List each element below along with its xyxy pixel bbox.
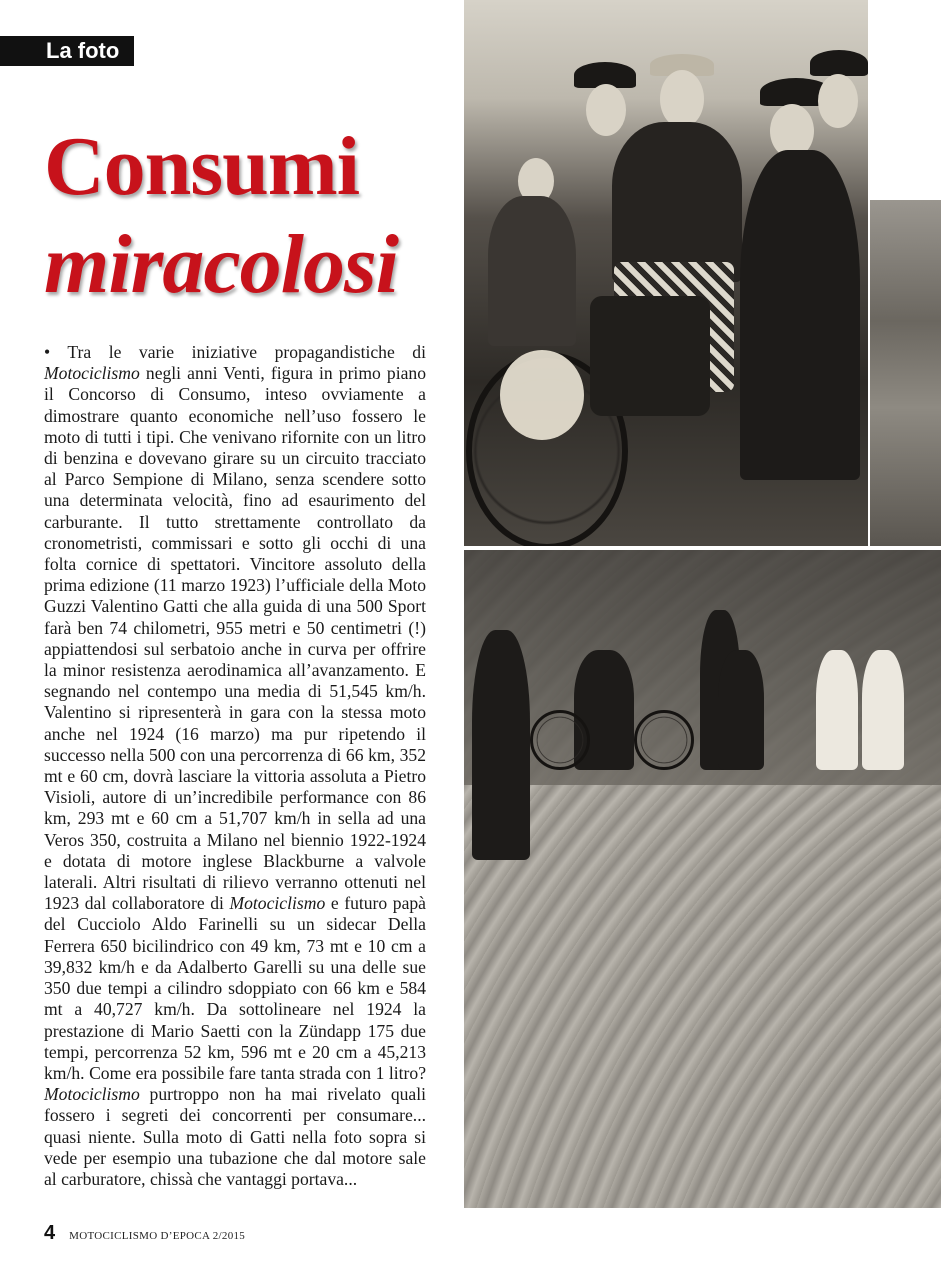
- magazine-mention-3: Motociclismo: [44, 1084, 140, 1105]
- motorcycle-engine: [590, 296, 710, 416]
- section-label: La foto: [0, 36, 134, 66]
- article-text-4: purtroppo non ha mai rivelato quali fossero i segreti dei concorrenti per consumare... quasi niente. Sulla moto di Gatti nella foto sopra si vede per esempio una tubazione che dal motore sale al carburatore, chissà che vantaggi portava...: [44, 1084, 427, 1189]
- page-footer: [44, 1222, 245, 1246]
- magazine-mention-2: Motociclismo: [229, 893, 326, 914]
- bicycle-wheel: [530, 710, 590, 770]
- title-line-1: Consumi: [44, 120, 360, 213]
- page-title: [44, 118, 444, 314]
- photo-rider-crowd: [464, 0, 868, 546]
- bicycle-wheel: [634, 710, 694, 770]
- boy-coat: [488, 196, 576, 346]
- crowd-face: [586, 84, 626, 136]
- page-number: 4: [44, 1222, 56, 1244]
- article-text-2: negli anni Venti, figura in primo piano il Concorso di Consumo, inteso ovviamente a dimostrare quanto economiche nell’uso fossero le moto di tutti i tipi. Che venivano rifornite con un litro di benzina e dovevano girare su un circuito tracciato al Parco Sempione di Milano, senza scendere sotto una determinata velocità, fino ad esaurimento del carburante. Il tutto strettamente controllato da cronometristi, commissari e sotto gli occhi di una folta cornice di spettatori. Vincitore assoluto della prima edizione (11 marzo 1923) l’ufficiale della Moto Guzzi Valentino Gatti che alla guida di una 500 Sport farà ben 74 chilometri, 955 metri e 50 centimetri (!) appiattendosi sul serbatoio anche in curva per offrire la minor resistenza aerodinamica all’avanzamento. E segnando nel contempo una media di 51,545 km/h. Valentino si ripresenterà in gara con la stessa moto anche nel 1924 (16 marzo) ma pur ripetendo il successo nella 500 con una percorrenza di 66 km, 352 mt e 60 cm, dovrà lasciare la vittoria assoluta a Pietro Visioli, autore di un’incredibile performance con 86 km, 293 mt e 60 cm a 51,707 km/h in sella ad una Veros 350, costruita a Milano nel biennio 1922-1924 e dotata di motore inglese Blackburne a valvole laterali. Altri risultati di rilievo verranno ottenuti nel 1923 dal collaboratore di: [44, 363, 426, 914]
- article-body: [44, 342, 426, 1190]
- title-line-2: miracolosi: [44, 218, 399, 311]
- rider-face: [660, 70, 704, 128]
- bullet: •: [44, 342, 51, 362]
- crowd-hat: [810, 50, 868, 76]
- article-text-1: Tra le varie iniziative propagandistiche di: [67, 342, 426, 362]
- race-number-plate: [500, 350, 584, 440]
- magazine-name: MOTOCICLISMO D’EPOCA 2/2015: [69, 1230, 246, 1242]
- crowd-coat: [740, 150, 860, 480]
- spectator-white-coat: [862, 650, 904, 770]
- spectator: [472, 630, 530, 860]
- photo-circuit-spectators: [464, 550, 941, 1208]
- rider-jacket: [612, 122, 742, 282]
- photo-crop-blurred: [870, 200, 941, 546]
- article-text-3: e futuro papà del Cucciolo Aldo Farinelli su un sidecar Della Ferrera 650 bicilindrico con 49 km, 73 mt e 10 cm a 39,832 km/h e da Adalberto Garelli su una delle sue 350 due tempi a cilindro sdoppiato con 66 km e 584 mt a 40,727 km/h. Da sottolineare nel 1924 la prestazione di Mario Saetti con la Zündapp 175 due tempi, percorrenza 52 km, 596 mt e 20 cm a 45,213 km/h. Come era possibile fare tanta strada con 1 litro?: [44, 893, 426, 1083]
- crowd-face: [818, 74, 858, 128]
- spectator: [718, 650, 764, 770]
- spectator-white-coat: [816, 650, 858, 770]
- magazine-mention-1: Motociclismo: [44, 363, 140, 384]
